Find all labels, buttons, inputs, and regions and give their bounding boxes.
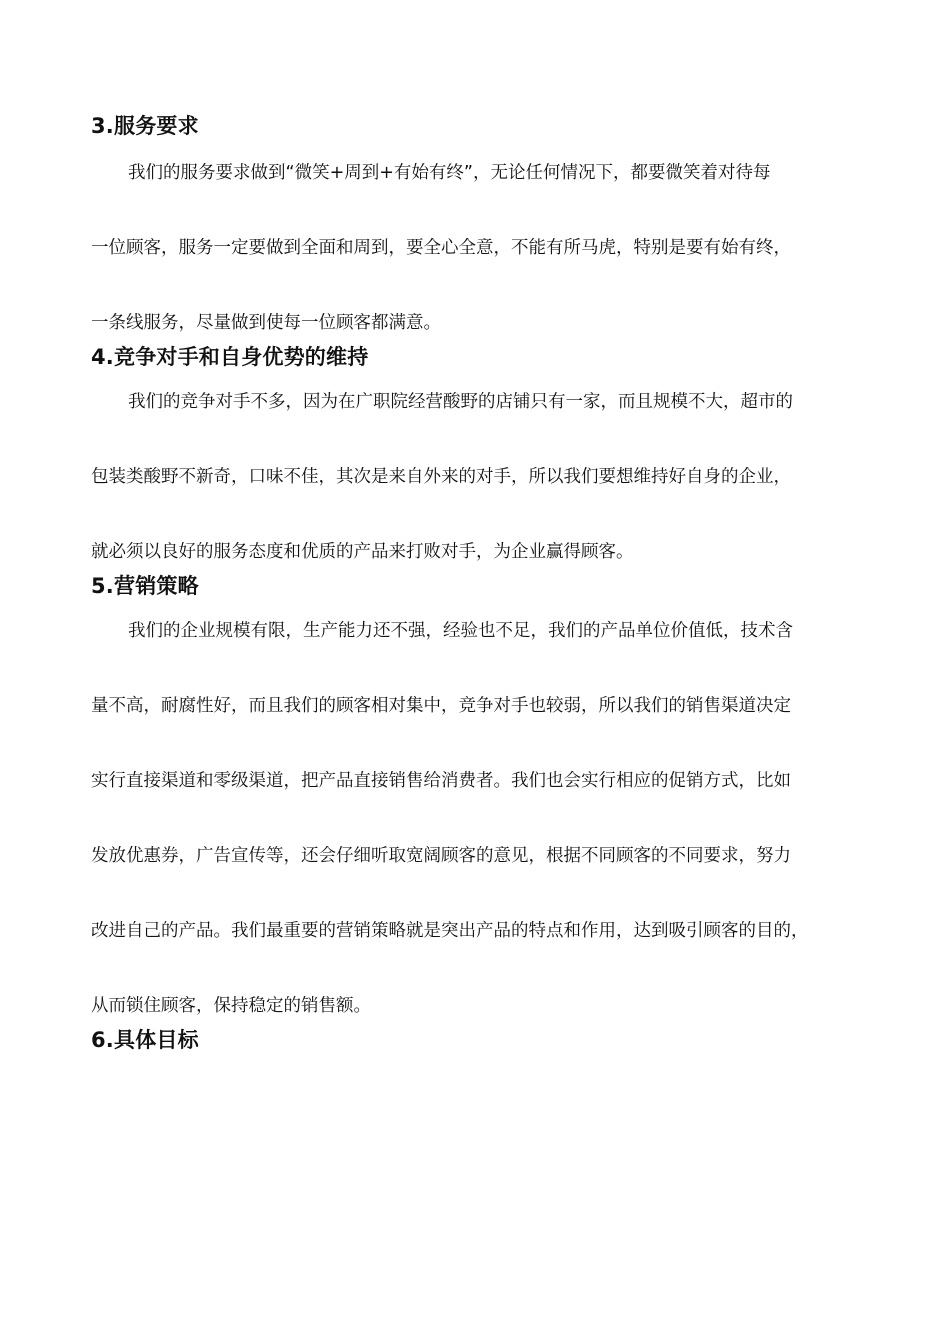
paragraph-line: 就必须以良好的服务态度和优质的产品来打败对手，为企业赢得顾客。 xyxy=(91,542,634,562)
section-heading-service-requirements: 3.服务要求 xyxy=(91,114,199,138)
paragraph-line: 实行直接渠道和零级渠道，把产品直接销售给消费者。我们也会实行相应的促销方式，比如 xyxy=(91,771,791,791)
paragraph-line: 从而锁住顾客，保持稳定的销售额。 xyxy=(91,996,371,1016)
document-body xyxy=(91,108,871,1058)
paragraph-line: 发放优惠券，广告宣传等，还会仔细听取宽阔顾客的意见，根据不同顾客的不同要求，努力 xyxy=(91,846,791,866)
paragraph-line: 一位顾客，服务一定要做到全面和周到，要全心全意，不能有所马虎，特别是要有始有终， xyxy=(91,238,791,258)
paragraph-line: 量不高，耐腐性好，而且我们的顾客相对集中，竞争对手也较弱，所以我们的销售渠道决定 xyxy=(91,696,791,716)
section-heading-marketing-strategy: 5.营销策略 xyxy=(91,574,199,598)
paragraph-line: 我们的服务要求做到“微笑+周到+有始有终”，无论任何情况下，都要微笑着对待每 xyxy=(128,163,771,183)
paragraph-line: 一条线服务，尽量做到使每一位顾客都满意。 xyxy=(91,313,441,333)
section-heading-specific-goals: 6.具体目标 xyxy=(91,1028,199,1052)
section-paragraph-competitors-advantages xyxy=(91,365,871,590)
paragraph-line: 包装类酸野不新奇，口味不佳，其次是来自外来的对手，所以我们要想维持好自身的企业， xyxy=(91,467,791,487)
paragraph-line: 我们的企业规模有限，生产能力还不强，经验也不足，我们的产品单位价值低，技术含 xyxy=(128,621,793,641)
paragraph-line: 改进自己的产品。我们最重要的营销策略就是突出产品的特点和作用，达到吸引顾客的目的， xyxy=(91,921,809,941)
section-paragraph-service-requirements xyxy=(91,136,871,361)
paragraph-line: 我们的竞争对手不多，因为在广职院经营酸野的店铺只有一家，而且规模不大，超市的 xyxy=(128,392,793,412)
section-paragraph-marketing-strategy xyxy=(91,594,871,1044)
section-heading-competitors-advantages: 4.竞争对手和自身优势的维持 xyxy=(91,345,369,369)
